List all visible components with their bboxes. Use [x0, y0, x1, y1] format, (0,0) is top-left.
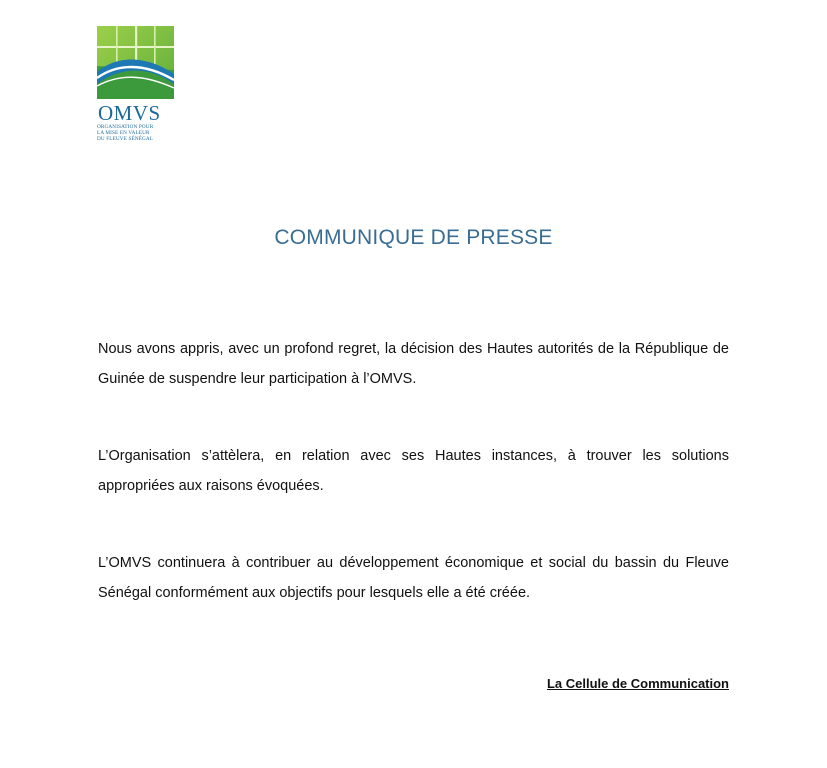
logo-tagline-line-1: ORGANISATION POUR	[97, 124, 154, 130]
document-title: COMMUNIQUE DE PRESSE	[274, 226, 553, 249]
signature: La Cellule de Communication	[546, 676, 729, 691]
logo-tagline-line-2: LA MISE EN VALEUR	[97, 130, 150, 136]
paragraph-3: L’OMVS continuera à contribuer au développement économique et social du bassin du Fleuve Sénégal conformément aux objectifs pour lesquels elle a été créée.	[98, 555, 729, 601]
omvs-river-logo-icon	[97, 26, 174, 99]
logo-name: OMVS	[98, 101, 161, 125]
logo-tagline-line-3: DU FLEUVE SÉNÉGAL	[97, 136, 154, 142]
paragraph-2: L’Organisation s’attèlera, en relation avec ses Hautes instances, à trouver les solutions appropriées aux raisons évoquées.	[98, 448, 729, 494]
paragraph-1: Nous avons appris, avec un profond regret, la décision des Hautes autorités de la République de Guinée de suspendre leur participation à l’OMVS.	[98, 341, 729, 387]
omvs-logo	[97, 26, 179, 142]
